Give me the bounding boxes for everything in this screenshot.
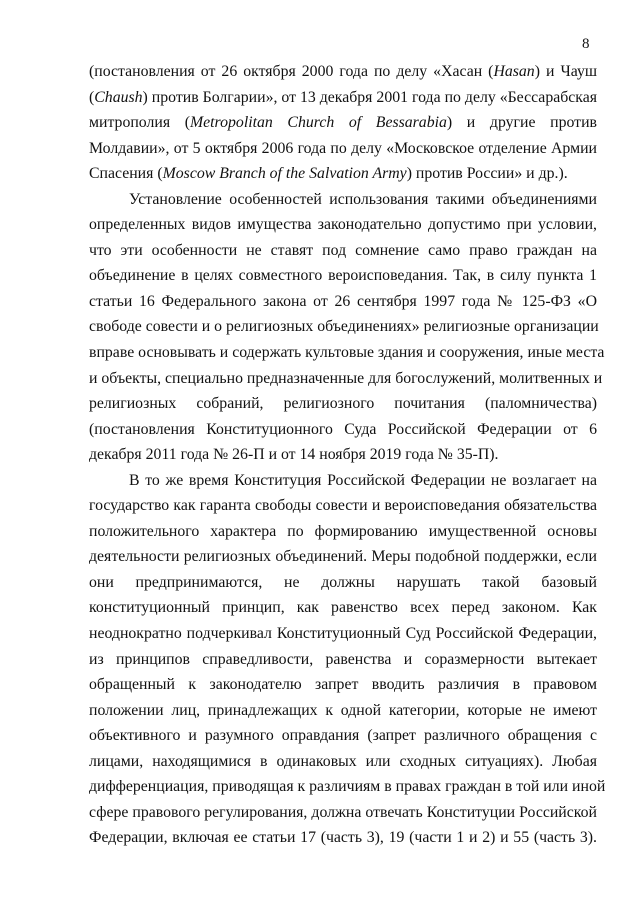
text-segment: они предпринимаются, не должны нарушать такой базовый xyxy=(89,573,597,591)
text-segment: (постановления Конституционного Суда Российской Федерации от 6 xyxy=(89,420,597,438)
text-segment: ) и другие против xyxy=(446,114,597,132)
text-line xyxy=(89,595,597,621)
text-line xyxy=(89,570,597,596)
text-segment: что эти особенности не ставят под сомнение само право граждан на xyxy=(89,241,597,259)
text-segment: конституционный принцип, как равенство всех перед законом. Как xyxy=(89,599,597,617)
text-line xyxy=(89,59,597,85)
text-segment: ) против России» и др.). xyxy=(406,165,568,183)
text-line xyxy=(89,723,597,749)
text-segment: вправе основывать и содержать культовые здания и сооружения, иные места xyxy=(89,344,605,362)
text-line xyxy=(89,289,597,315)
text-segment: определенных видов имущества законодательно допустимо при условии, xyxy=(89,216,597,234)
text-line xyxy=(89,468,597,494)
italic-text: Metropolitan Church of Bessarabia xyxy=(190,114,447,132)
text-line xyxy=(89,698,597,724)
text-line xyxy=(89,825,597,851)
text-segment: ( xyxy=(89,88,95,106)
text-line xyxy=(89,136,597,162)
text-segment: положительного характера по формированию имущественной основы xyxy=(89,522,597,540)
text-line xyxy=(89,263,597,289)
text-segment: обращенный к законодателю запрет вводить различия в правовом xyxy=(89,676,597,694)
text-line xyxy=(89,519,597,545)
text-segment: Спасения ( xyxy=(89,165,163,183)
text-line xyxy=(89,391,597,417)
text-line xyxy=(89,340,605,366)
text-segment: ) против Болгарии», от 13 декабря 2001 года по делу «Бессарабская xyxy=(142,88,597,106)
text-segment: государство как гаранта свободы совести и вероисповедания обязательства xyxy=(89,497,597,515)
italic-text: Moscow Branch of the Salvation Army xyxy=(162,165,407,183)
text-segment: ) и Чауш xyxy=(534,63,598,80)
document-body xyxy=(89,59,606,851)
paragraph xyxy=(89,59,597,187)
text-segment: декабря 2011 года № 26-П и от 14 ноября 2019 года № 35-П). xyxy=(89,446,499,464)
text-segment: статьи 16 Федерального закона от 26 сентября 1997 года № 125-ФЗ «О xyxy=(89,292,597,310)
text-segment: сфере правового регулирования, должна отвечать Конституции Российской xyxy=(89,803,597,821)
text-line xyxy=(89,749,597,775)
text-segment: из принципов справедливости, равенства и соразмерности вытекает xyxy=(89,650,597,668)
text-line xyxy=(89,85,597,111)
text-line xyxy=(89,110,597,136)
text-line xyxy=(89,417,597,443)
text-segment: (постановления от 26 октября 2000 года по делу «Хасан ( xyxy=(89,63,494,80)
italic-text: Chaush xyxy=(94,88,143,106)
text-line xyxy=(89,544,597,570)
text-segment: и объекты, специально предназначенные для богослужений, молитвенных и xyxy=(89,369,603,387)
text-line xyxy=(89,314,597,340)
paragraph xyxy=(89,187,605,468)
text-segment: свободе совести и о религиозных объединениях» религиозные организации xyxy=(89,318,599,336)
text-line xyxy=(89,161,597,187)
text-line xyxy=(89,187,597,213)
text-segment: объединение в целях совместного вероисповедания. Так, в силу пункта 1 xyxy=(89,267,597,285)
text-line xyxy=(89,672,597,698)
text-segment: дифференциация, приводящая к различиям в правах граждан в той или иной xyxy=(89,778,606,796)
text-line xyxy=(89,621,597,647)
text-line xyxy=(89,493,597,519)
text-segment: объективного и разумного оправдания (запрет различного обращения с xyxy=(89,727,597,745)
text-line xyxy=(89,800,597,826)
text-line xyxy=(89,442,597,468)
page-number: 8 xyxy=(582,36,590,52)
text-line xyxy=(89,212,597,238)
text-segment: Федерации, включая ее статьи 17 (часть 3), 19 (части 1 и 2) и 55 (часть 3). xyxy=(89,829,597,847)
text-line xyxy=(89,238,597,264)
text-segment: религиозных собраний, религиозного почитания (паломничества) xyxy=(89,395,597,413)
italic-text: Hasan xyxy=(493,63,535,80)
paragraph xyxy=(89,468,606,851)
text-segment: Установление особенностей использования такими объединениями xyxy=(129,190,597,208)
text-line xyxy=(89,366,603,392)
text-segment: деятельности религиозных объединений. Меры подобной поддержки, если xyxy=(89,548,597,566)
text-line xyxy=(89,774,606,800)
text-segment: Молдавии», от 5 октября 2006 года по делу «Московское отделение Армии xyxy=(89,139,597,157)
text-segment: положении лиц, принадлежащих к одной категории, которые не имеют xyxy=(89,701,597,719)
text-segment: митрополия ( xyxy=(89,114,190,132)
text-line xyxy=(89,647,597,673)
text-segment: лицами, находящимися в одинаковых или сходных ситуациях). Любая xyxy=(89,752,597,770)
text-segment: неоднократно подчеркивал Конституционный Суд Российской Федерации, xyxy=(89,625,597,643)
text-segment: В то же время Конституция Российской Федерации не возлагает на xyxy=(129,471,597,489)
